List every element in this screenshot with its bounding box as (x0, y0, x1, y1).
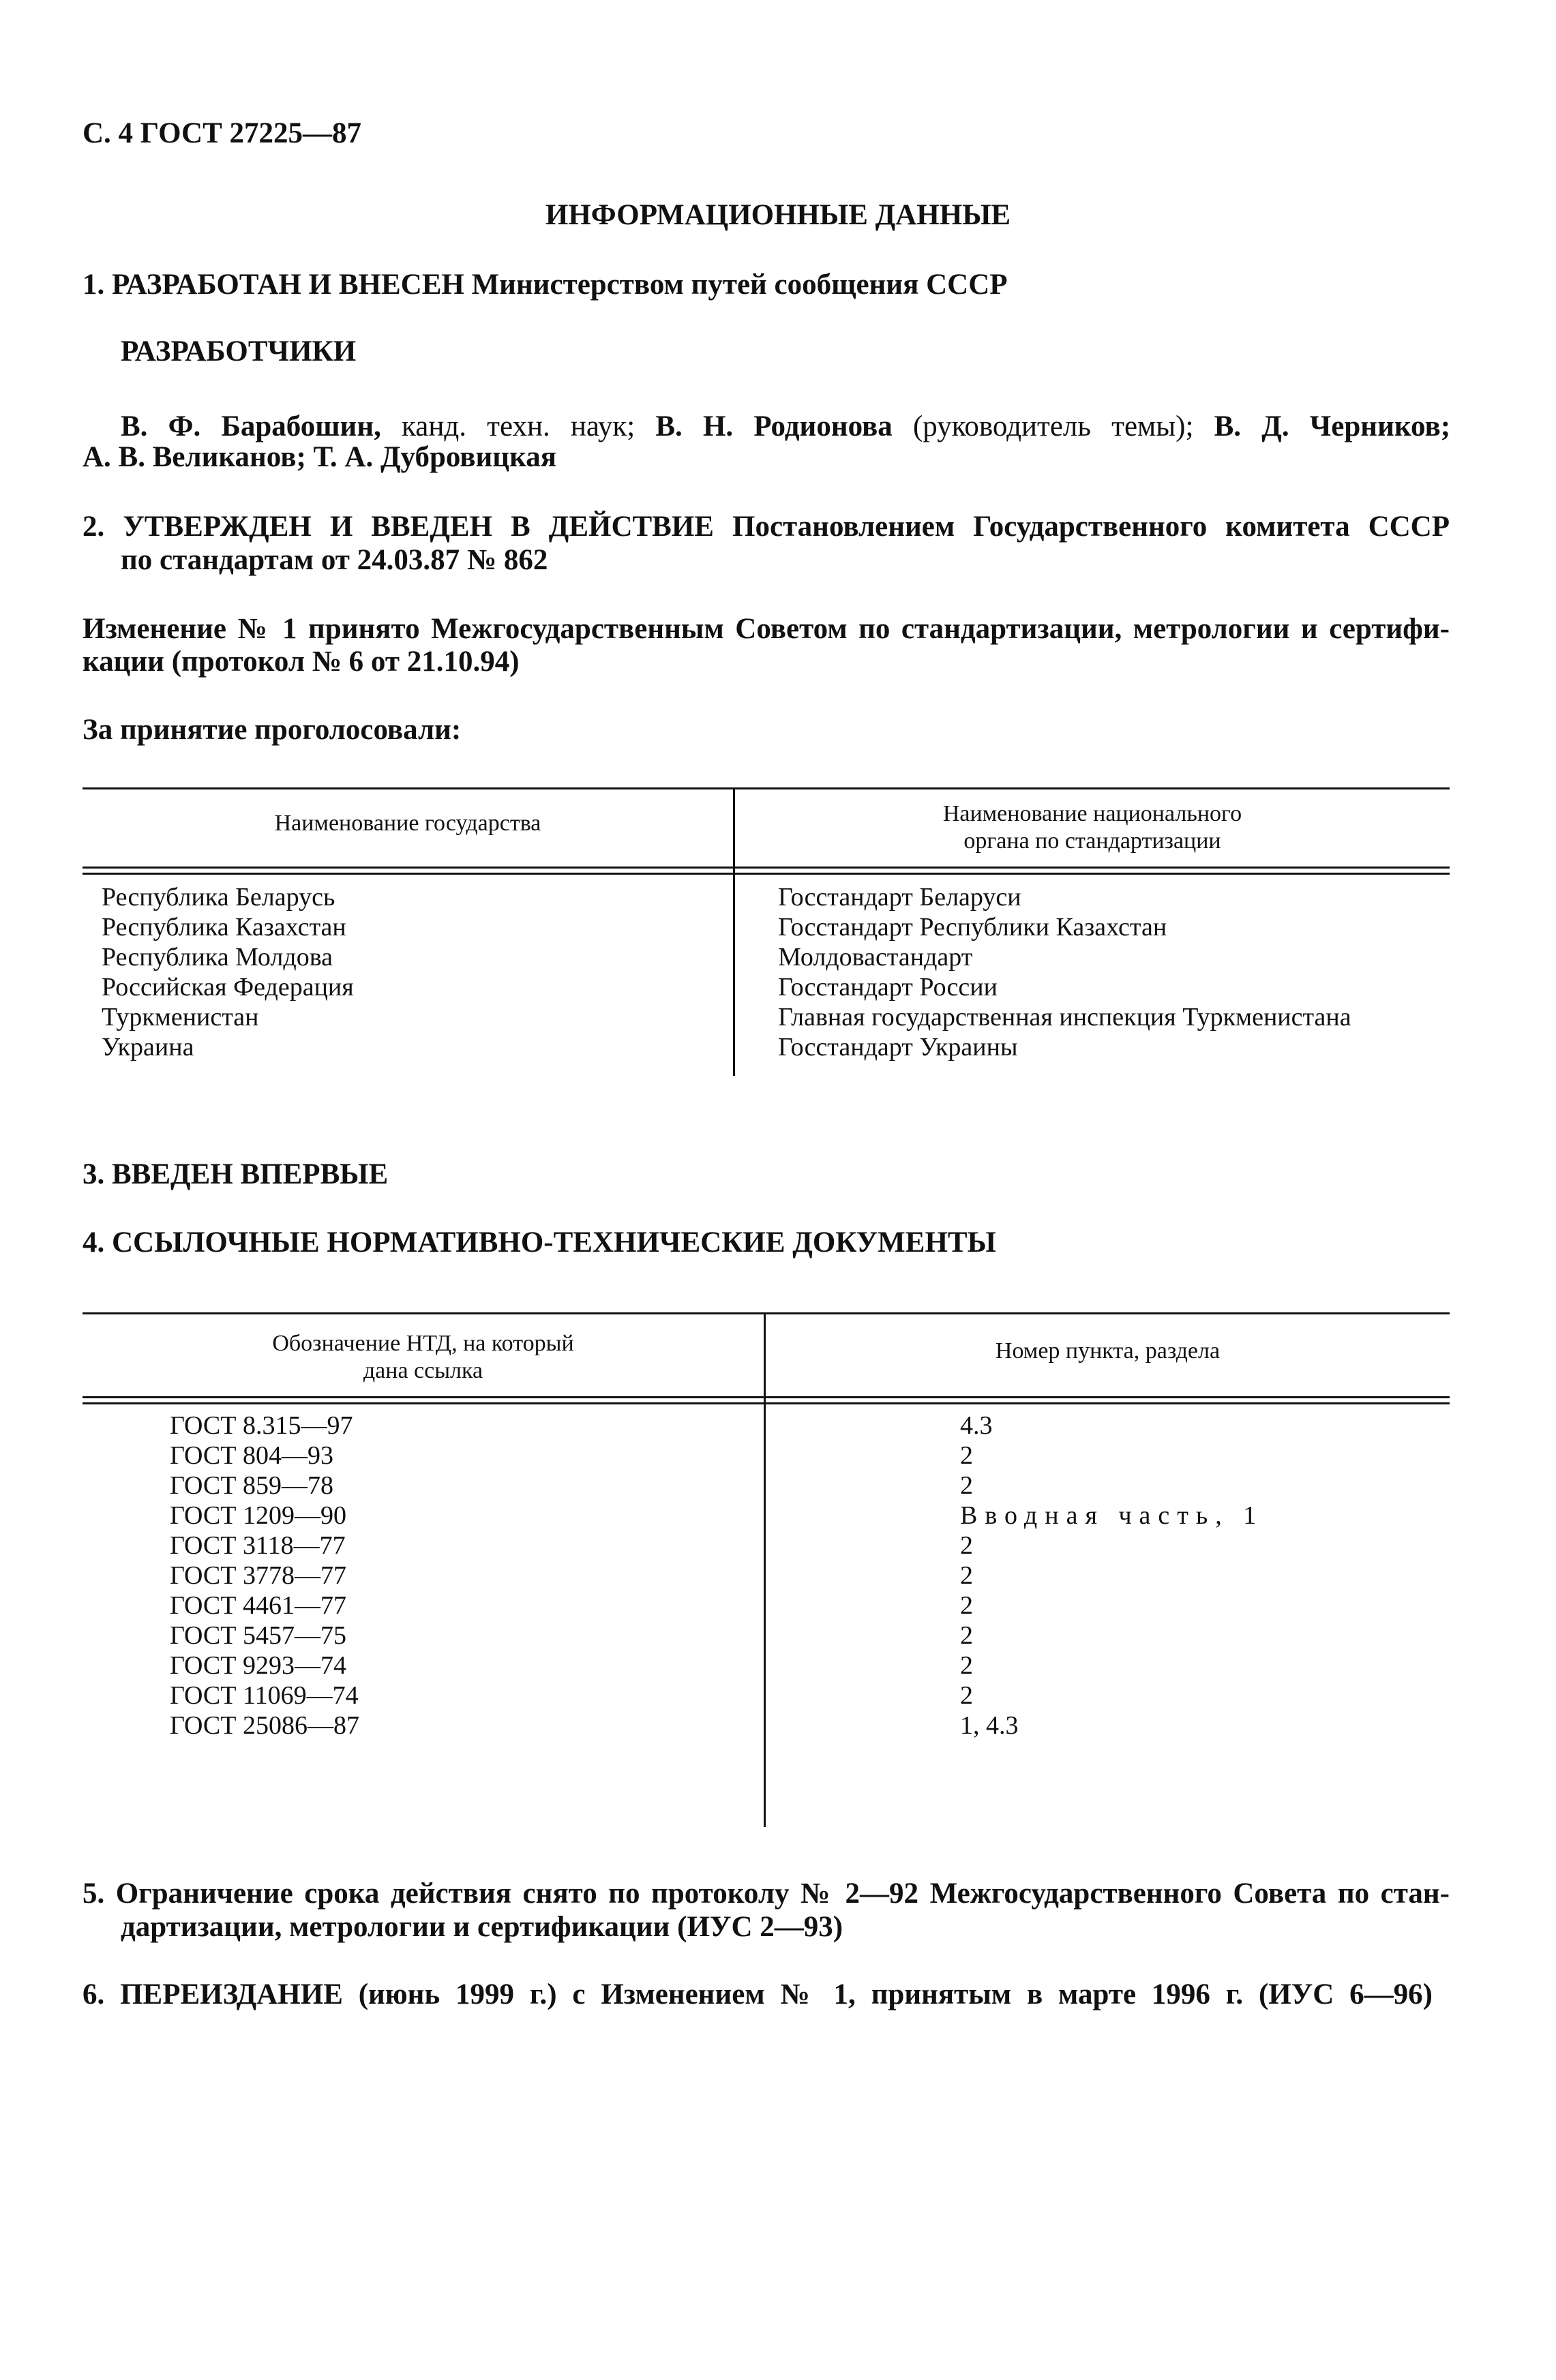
table-cell-section: 2 (960, 1651, 973, 1680)
table-cell-section: 2 (960, 1441, 973, 1470)
change-note-line-1: Изменение № 1 принято Межгосударственным Советом по стандартизации, метрологии и сертифи- (83, 613, 1450, 645)
developers-heading: РАЗРАБОТЧИКИ (121, 335, 357, 367)
table-cell-state: Украина (102, 1033, 194, 1061)
table-cell-body: Главная государственная инспекция Туркменистана (778, 1003, 1351, 1031)
table1-header-state: Наименование государства (274, 811, 541, 836)
page-header: С. 4 ГОСТ 27225—87 (83, 117, 362, 149)
table-cell-document: ГОСТ 5457—75 (170, 1621, 346, 1650)
table-cell-body: Госстандарт Украины (778, 1033, 1018, 1061)
table2-top-rule (83, 1312, 1450, 1314)
table-cell-document: ГОСТ 859—78 (170, 1471, 333, 1500)
table-cell-body: Молдовастандарт (778, 943, 973, 971)
table1-header-body: Наименование национального органа по стандартизации (942, 801, 1242, 854)
table-cell-document: ГОСТ 3118—77 (170, 1531, 346, 1560)
table2-header-section: Номер пункта, раздела (995, 1338, 1221, 1364)
table-cell-section: 1, 4.3 (960, 1711, 1019, 1740)
developer-1-role: канд. техн. наук; (402, 410, 635, 442)
table-cell-section: 2 (960, 1591, 973, 1620)
table-cell-body: Госстандарт России (778, 973, 998, 1001)
table-cell-section: 2 (960, 1561, 973, 1590)
table-cell-document: ГОСТ 25086—87 (170, 1711, 359, 1740)
section-2-text: Постановлением Государственного комитета СССР (732, 511, 1450, 543)
section-1-text: Министерством путей сообщения СССР (471, 269, 1008, 301)
section-5-line-1: 5. Ограничение срока действия снято по протоколу № 2—92 Межгосударственного Совета по стан- (83, 1878, 1450, 1910)
developer-2-role: (руководитель темы); (912, 410, 1194, 442)
table-cell-state: Республика Беларусь (102, 883, 335, 912)
section-2-label: 2. УТВЕРЖДЕН И ВВЕДЕН В ДЕЙСТВИЕ (83, 511, 714, 543)
table-cell-document: ГОСТ 1209—90 (170, 1501, 346, 1530)
section-2-line-2: по стандартам от 24.03.87 № 862 (121, 544, 548, 576)
table1-header-rule-2 (83, 873, 1450, 875)
vote-heading: За принятие проголосовали: (83, 714, 462, 746)
table-cell-document: ГОСТ 4461—77 (170, 1591, 346, 1620)
table-cell-state: Республика Казахстан (102, 913, 346, 942)
developer-2-name: В. Н. Родионова (655, 410, 893, 442)
table2-column-divider (764, 1312, 766, 1827)
table-cell-body: Госстандарт Республики Казахстан (778, 913, 1167, 942)
section-4: 4. ССЫЛОЧНЫЕ НОРМАТИВНО-ТЕХНИЧЕСКИЕ ДОКУМЕНТЫ (83, 1226, 996, 1259)
table-cell-state: Туркменистан (102, 1003, 259, 1031)
table-cell-state: Республика Молдова (102, 943, 333, 971)
change-note-line-2: кации (протокол № 6 от 21.10.94) (83, 646, 520, 678)
table-cell-body: Госстандарт Беларуси (778, 883, 1021, 912)
table1-body-column (778, 882, 1351, 1062)
table-cell-document: ГОСТ 11069—74 (170, 1681, 359, 1710)
table2-header-rule-1 (83, 1396, 1450, 1398)
table-cell-section: 2 (960, 1681, 973, 1710)
table-cell-document: ГОСТ 8.315—97 (170, 1411, 353, 1440)
table-cell-document: ГОСТ 804—93 (170, 1441, 333, 1470)
section-6: 6. ПЕРЕИЗДАНИЕ (июнь 1999 г.) с Изменением № 1, принятым в марте 1996 г. (ИУС 6—96) (83, 1978, 1433, 2010)
table1-header-rule-1 (83, 867, 1450, 869)
table2-header-rule-2 (83, 1402, 1450, 1404)
table-cell-section: 2 (960, 1471, 973, 1500)
section-1 (83, 267, 1008, 303)
table-cell-section: Вводная часть, 1 (960, 1501, 1264, 1530)
developers-line-2: А. В. Великанов; Т. А. Дубровицкая (83, 441, 556, 473)
section-5-line-2: дартизации, метрологии и сертификации (ИУС 2—93) (121, 1911, 843, 1943)
table2-header-document: Обозначение НТД, на который дана ссылка (272, 1331, 574, 1383)
table-cell-section: 4.3 (960, 1411, 993, 1440)
developer-1-name: В. Ф. Барабошин, (121, 410, 381, 442)
table2-document-column (170, 1411, 359, 1741)
document-title: ИНФОРМАЦИОННЫЕ ДАННЫЕ (545, 199, 1011, 231)
table2-section-column (960, 1411, 1263, 1741)
section-2-line-1 (83, 509, 1450, 545)
table-cell-state: Российская Федерация (102, 973, 354, 1001)
developer-3-name: В. Д. Черников; (1214, 410, 1451, 442)
section-3: 3. ВВЕДЕН ВПЕРВЫЕ (83, 1158, 389, 1190)
table-cell-document: ГОСТ 9293—74 (170, 1651, 346, 1680)
table-cell-document: ГОСТ 3778—77 (170, 1561, 346, 1590)
table1-state-column (102, 882, 354, 1062)
table-cell-section: 2 (960, 1531, 973, 1560)
table1-top-rule (83, 787, 1450, 789)
table-cell-section: 2 (960, 1621, 973, 1650)
section-1-label: 1. РАЗРАБОТАН И ВНЕСЕН (83, 269, 464, 301)
